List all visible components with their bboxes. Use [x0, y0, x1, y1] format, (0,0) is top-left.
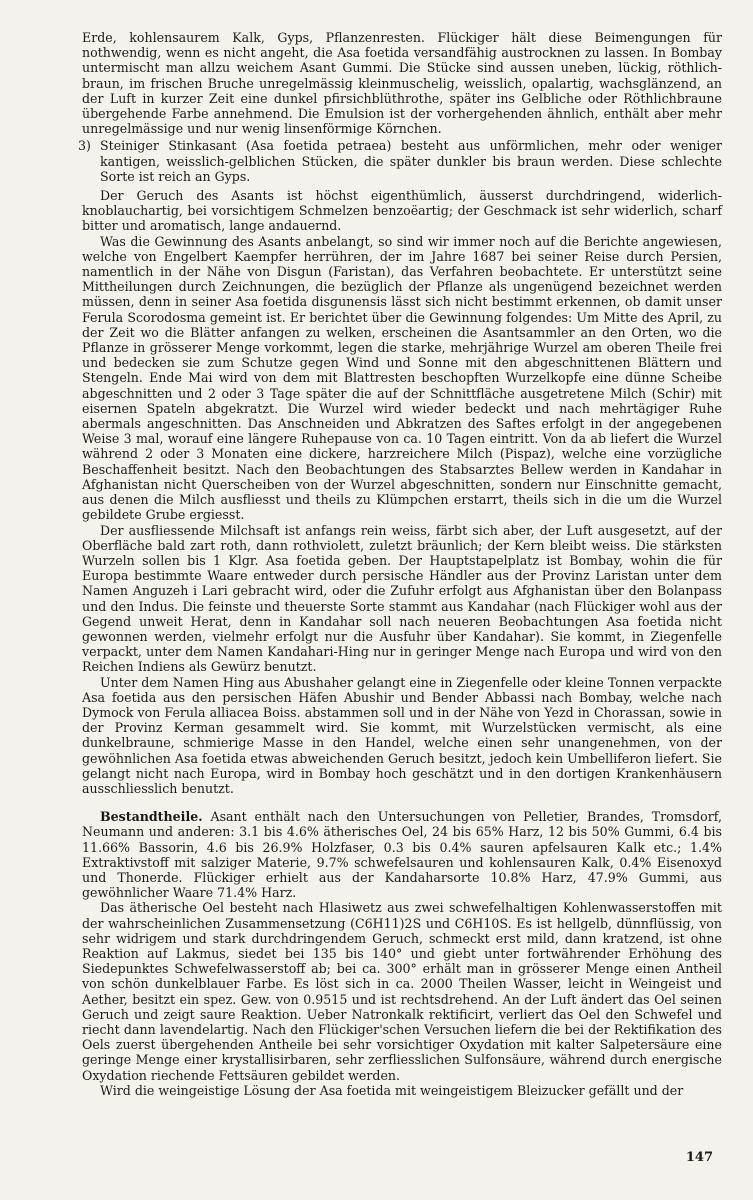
- paragraph-3: Was die Gewinnung des Asants anbelangt, so sind wir immer noch auf die Berichte angewiesen, welche von Engelbert Kaempfer herrühren, der im Jahre 1687 bei seiner Reise durch Persien, namentlich in der Nähe von Disgun (Faristan), das Verfahren beobachtete. Er unterstützt seine Mittheilungen durch Zeichnungen, die bezüglich der Pflanze als ungenügend bezeichnet werden müssen, denn in seiner Asa foetida disgunensis lässt sich nicht bestimmt erkennen, ob damit unser Ferula Scorodosma gemeint ist. Er berichtet über die Gewinnung folgendes: Um Mitte des April, zu der Zeit wo die Blätter anfangen zu welken, erscheinen die Asantsammler an den Orten, wo die Pflanze in grösserer Menge vorkommt, legen die starke, mehrjährige Wurzel am oberen Theile frei und bedecken sie zum Schutze gegen Wind und Sonne mit den abgeschnittenen Blättern und Stengeln. Ende Mai wird von dem mit Blattresten beschopften Wurzelkopfe eine dünne Scheibe abgeschnitten und 2 oder 3 Tage später die auf der Schnittfläche ausgetretene Milch (Schir) mit eisernen Spateln abgekratzt. Die Wurzel wird wieder bedeckt und nach mehrtägiger Ruhe abermals angeschnitten. Das Anschneiden und Abkratzen des Saftes erfolgt in der angegebenen Weise 3 mal, worauf eine längere Ruhepause von ca. 10 Tagen eintritt. Von da ab liefert die Wurzel während 2 oder 3 Monaten eine dickere, harzreichere Milch (Pispaz), welche eine vorzügliche Beschaffenheit besitzt. Nach den Beobachtungen des Stabsarztes Bellew werden in Kandahar in Afghanistan nicht Querscheiben von der Wurzel abgeschnitten, sondern nur Einschnitte gemacht, aus denen die Milch ausfliesst und theils zu Klümpchen erstarrt, theils sich in die um die Wurzel gebildete Grube ergiesst.: [82, 233, 722, 523]
- body-text: [78, 30, 722, 1098]
- paragraph-1: Erde, kohlensaurem Kalk, Gyps, Pflanzenresten. Flückiger hält diese Beimengungen für nothwendig, wenn es nicht angeht, die Asa foetida versandfähig austrocknen zu lassen. In Bombay untermischt man allzu weichem Asant Gummi. Die Stücke sind aussen uneben, lückig, röthlich-braun, im frischen Bruche unregelmässig kleinmuschelig, weisslich, opalartig, wachsglänzend, an der Luft in kurzer Zeit eine dunkel pfirsichblüthrothe, später ins Gelbliche oder Röthlichbraune übergehende Farbe annehmend. Die Emulsion ist der vorhergehenden ähnlich, enthält aber mehr unregelmässige und nur wenig linsenförmige Körnchen.: [82, 30, 722, 137]
- paragraph-7: Das ätherische Oel besteht nach Hlasiwetz aus zwei schwefelhaltigen Kohlenwasserstoffen mit der wahrscheinlichen Zusammensetzung (C6H11)2S und C6H10S. Es ist hellgelb, dünnflüssig, von sehr widrigem und stark durchdringendem Geruch, schmeckt erst mild, dann kratzend, ist ohne Reaktion auf Lakmus, siedet bei 135 bis 140° und giebt unter fortwährender Erhöhung des Siedepunktes Schwefelwasserstoff ab; bei ca. 300° erhält man in grösserer Menge einen Antheil von schön dunkelblauer Farbe. Es löst sich in ca. 2000 Theilen Wasser, leicht in Weingeist und Aether, besitzt ein spez. Gew. von 0.9515 und ist rechtsdrehend. An der Luft ändert das Oel seinen Geruch und zeigt saure Reaktion. Ueber Natronkalk rektificirt, verliert das Oel den Schwefel und riecht dann lavendelartig. Nach den Flückiger'schen Versuchen liefern die bei der Rektifikation des Oels zuerst übergehenden Antheile bei sehr vorsichtiger Oxydation mit kalter Salpetersäure eine geringe Menge einer krystallisirbaren, sehr zerfliesslichen Sulfonsäure, während durch energische Oxydation riechende Fettsäuren gebildet werden.: [82, 900, 722, 1083]
- section-text: Asant enthält nach den Untersuchungen von Pelletier, Brandes, Tromsdorf, Neumann und anderen: 3.1 bis 4.6% ätherisches Oel, 24 bis 65% Harz, 12 bis 50% Gummi, 6.4 bis 11.66% Bassorin, 4.6 bis 26.9% Holzfaser, 0.3 bis 0.4% sauren apfelsauren Kalk etc.; 1.4% Extraktivstoff mit salziger Materie, 9.7% schwefelsauren und kohlensauren Kalk, 0.4% Eisenoxyd und Thonerde. Flückiger erhielt aus der Kandaharsorte 10.8% Harz, 47.9% Gummi, aus gewöhnlicher Waare 71.4% Harz.: [82, 809, 722, 901]
- page-number: 147: [685, 1150, 713, 1165]
- paragraph-8: Wird die weingeistige Lösung der Asa foetida mit weingeistigem Bleizucker gefällt und der: [100, 1082, 684, 1098]
- paragraph-4: Der ausfliessende Milchsaft ist anfangs rein weiss, färbt sich aber, der Luft ausgesetzt, auf der Oberfläche bald zart roth, dann rothviolett, zuletzt bräunlich; der Kern bleibt weiss. Die stärksten Wurzeln sollen bis 1 Klgr. Asa foetida geben. Der Hauptstapelplatz ist Bombay, wohin die für Europa bestimmte Waare entweder durch persische Händler aus der Provinz Laristan unter dem Namen Anguzeh i Lari gebracht wird, oder die Zufuhr erfolgt aus Afghanistan über den Bolanpass und den Indus. Die feinste und theuerste Sorte stammt aus Kandahar (nach Flückiger wohl aus der Gegend unweit Herat, denn in Kandahar soll nach neueren Beobachtungen Asa foetida nicht gewonnen werden, vielmehr erfolgt nur die Ausfuhr über Kandahar). Sie kommt, in Ziegenfelle verpackt, unter dem Namen Kandahari-Hing nur in geringer Menge nach Europa und wird von den Reichen Indiens als Gewürz benutzt.: [82, 522, 722, 675]
- paragraph-5: Unter dem Namen Hing aus Abushaher gelangt eine in Ziegenfelle oder kleine Tonnen verpackte Asa foetida aus den persischen Häfen Abushir und Bender Abbassi nach Bombay, welche nach Dymock von Ferula alliacea Boiss. abstammen soll und in der Nähe von Yezd in Chorassan, sowie in der Provinz Kerman gesammelt wird. Sie kommt, mit Wurzelstücken vermischt, als eine dunkelbraune, schmierige Masse in den Handel, welche einen sehr unangenehmen, von der gewöhnlichen Asa foetida etwas abweichenden Geruch besitzt, jedoch kein Umbelliferon liefert. Sie gelangt nicht nach Europa, wird in Bombay hoch geschätzt und in den dortigen Krankenhäusern ausschliesslich benutzt.: [82, 674, 722, 796]
- list-item-3: [78, 138, 722, 184]
- section-paragraph: [82, 809, 722, 900]
- list-item-text: Steiniger Stinkasant (Asa foetida petraea) besteht aus unförmlichen, mehr oder weniger kantigen, weisslich-gelblichen Stücken, die später dunkler bis braun werden. Diese schlechte Sorte ist reich an Gyps.: [100, 138, 722, 184]
- section-heading: Bestandtheile.: [100, 809, 203, 825]
- list-number: 3): [78, 138, 91, 154]
- paragraph-2: Der Geruch des Asants ist höchst eigenthümlich, äusserst durchdringend, widerlich-knoblauchartig, bei vorsichtigem Schmelzen benzoëartig; der Geschmack ist sehr widerlich, scharf bitter und aromatisch, lange andauernd.: [82, 188, 722, 234]
